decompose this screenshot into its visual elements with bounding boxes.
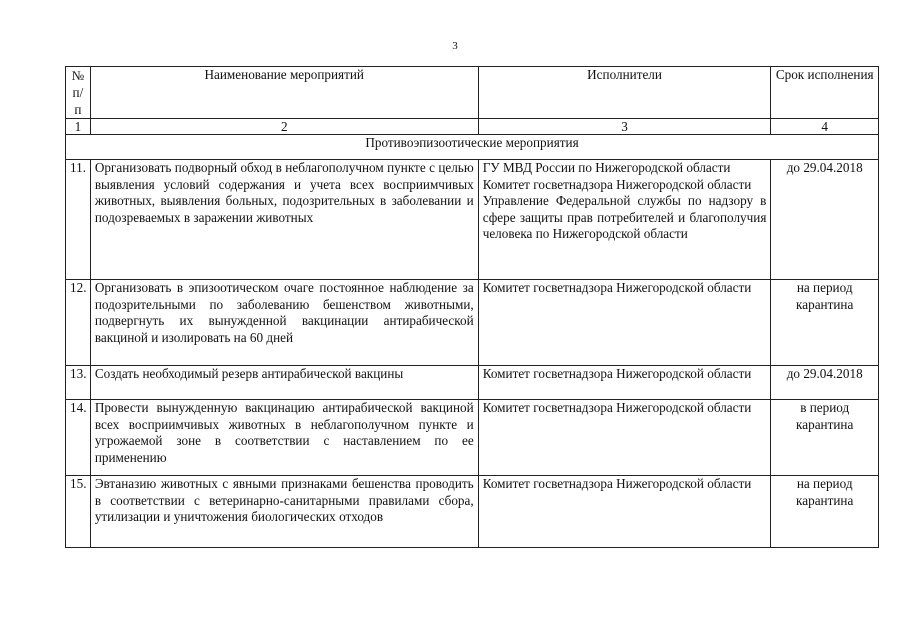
table-header-row (66, 67, 879, 119)
table-row (66, 366, 879, 400)
row-measure: Эвтаназию животных с явными признаками бешенства проводить в соответствии с ветеринарно-санитарными правилами сбора, утилизации и уничтожения биологических отходов (90, 476, 478, 548)
column-index: 3 (478, 119, 771, 135)
measures-table (65, 66, 879, 548)
executor: Комитет госветнадзора Нижегородской области (482, 280, 752, 295)
table-row (66, 476, 879, 548)
header-num: № п/п (66, 67, 91, 119)
executor: Комитет госветнадзора Нижегородской области (482, 176, 752, 192)
row-measure: Организовать подворный обход в неблагополучном пункте с целью выявления условий содержания и учета всех восприимчивых животных, выявления больных, подозрительных в заболевании и подозреваемых в заражении животных (90, 160, 478, 280)
row-executors (478, 160, 771, 280)
row-term: в период карантина (771, 400, 879, 476)
row-number: 15. (66, 476, 91, 548)
row-term: на период карантина (771, 476, 879, 548)
row-term: на период карантина (771, 280, 879, 366)
column-index: 1 (66, 119, 91, 135)
executor: Комитет госветнадзора Нижегородской области (482, 366, 752, 381)
row-number: 11. (66, 160, 91, 280)
row-executors (478, 400, 771, 476)
executor: Управление Федеральной службы по надзору в сфере защиты прав потребителей и благополучия человека по Нижегородской области (482, 193, 767, 242)
row-number: 12. (66, 280, 91, 366)
executor: ГУ МВД России по Нижегородской области (482, 160, 731, 175)
row-measure: Провести вынужденную вакцинацию антирабической вакциной всех восприимчивых животных в неблагополучном пункте и угрожаемой зоне в соответствии с наставлением по ее применению (90, 400, 478, 476)
section-title: Противоэпизоотические мероприятия (66, 135, 879, 160)
row-executors (478, 280, 771, 366)
header-executors: Исполнители (478, 67, 771, 119)
header-term: Срок исполнения (771, 67, 879, 119)
row-executors (478, 476, 771, 548)
executor: Комитет госветнадзора Нижегородской области (482, 400, 752, 415)
row-term: до 29.04.2018 (771, 160, 879, 280)
table-row (66, 400, 879, 476)
section-row (66, 135, 879, 160)
row-measure: Организовать в эпизоотическом очаге постоянное наблюдение за подозрительными по заболеванию бешенством животными, подвергнуть их вынужденной вакцинации антирабической вакциной и изолировать на 60 дней (90, 280, 478, 366)
row-term: до 29.04.2018 (771, 366, 879, 400)
row-number: 13. (66, 366, 91, 400)
page-number: 3 (452, 40, 458, 52)
header-name: Наименование мероприятий (90, 67, 478, 119)
row-measure: Создать необходимый резерв антирабической вакцины (90, 366, 478, 400)
executor: Комитет госветнадзора Нижегородской области (482, 476, 752, 491)
row-executors (478, 366, 771, 400)
table-row (66, 160, 879, 280)
column-index: 2 (90, 119, 478, 135)
row-number: 14. (66, 400, 91, 476)
column-index-row (66, 119, 879, 135)
table-row (66, 280, 879, 366)
column-index: 4 (771, 119, 879, 135)
